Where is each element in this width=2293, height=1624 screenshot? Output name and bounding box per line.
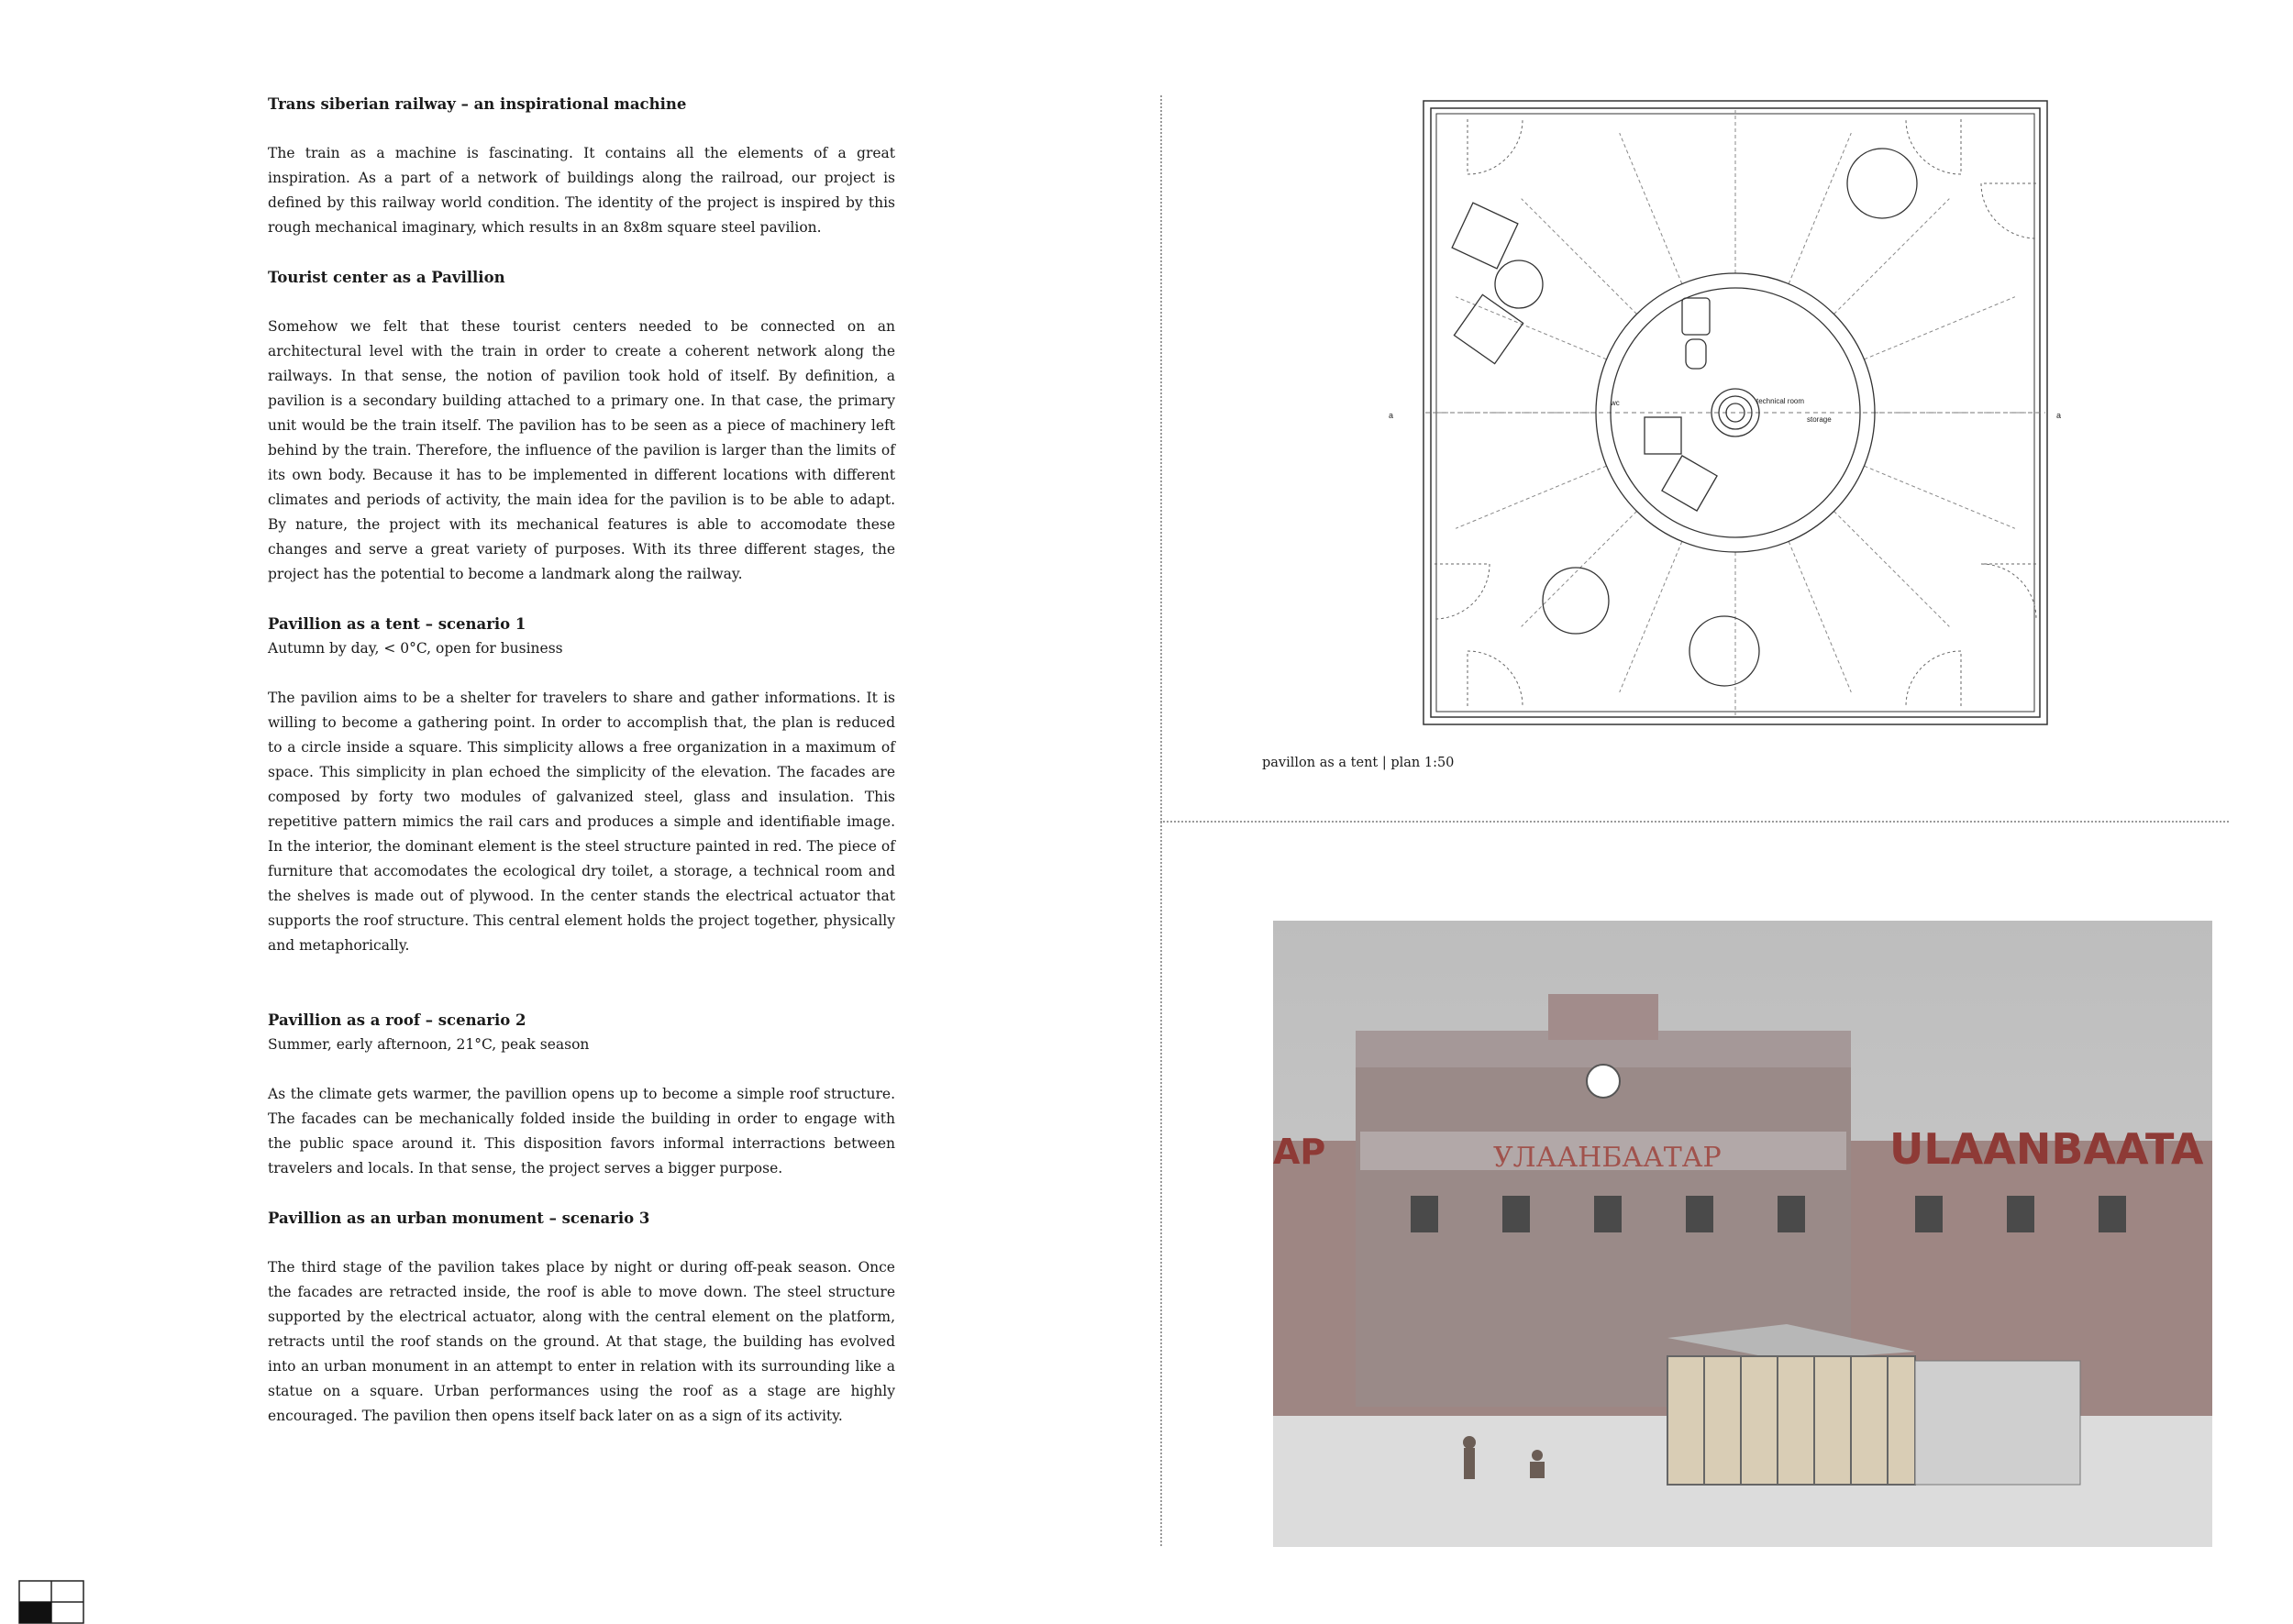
section-body: Somehow we felt that these tourist centers needed to be connected on an architectural level with the train in order to create a coherent network along the railways. In that sense, the notion of pavilion took hold of itself. By definition, a pavilion is a secondary building attached to a primary one. In that case, the primary unit would be the train itself. The pavilion has to be seen as a piece of machinery left behind by the train. Therefore, the influence of the pavilion is larger than the limits of its own body. Because it has to be implemented in different locations with different climates and periods of activity, the main idea for the pavilion is to be able to adapt. By nature, the project with its mechanical features is able to accomodate these changes and serve a great variety of purposes. With its three different stages, the project has the potential to become a landmark along the railway. [268,318,895,582]
text-column [268,92,895,1429]
station-sign-latin: ULAANBAATA [1889,1124,2204,1174]
wc-label: wc [1611,399,1620,407]
structure-ray [1789,541,1851,691]
section-title: Tourist center as a Pavillion [268,269,505,286]
structure-ray [1620,133,1682,283]
section-marker-right: a [2056,411,2062,420]
technical-room-label: technical room [1756,397,1805,405]
plan-caption: pavillon as a tent | plan 1:50 [1262,756,1455,770]
section-body: As the climate gets warmer, the pavillion opens up to become a simple roof structure. The facades can be mechanically folded inside the building in order to engage with the public space around it. This disposition favors informal interractions between travelers and locals. In that sense, the project serves a bigger purpose. [268,1086,895,1177]
section-subtitle: Summer, early afternoon, 21°C, peak season [268,1036,590,1053]
station-sign-cyrillic: УЛААНБААТАР [1493,1142,1722,1174]
section-subtitle: Autumn by day, < 0°C, open for business [268,640,563,657]
structure-ray [1456,466,1606,528]
structure-ray [1620,541,1682,691]
clock [1587,1065,1620,1098]
section-body: The third stage of the pavilion takes place by night or during off-peak season. Once the facades are retracted inside, the roof is able to move down. The steel structure supported by the electrical actuator, along with the central element on the platform, retracts until the roof stands on the ground. At that stage, the building has evolved into an urban monument in an attempt to enter in relation with its surrounding like a statue on a square. Urban performances using the roof as a stage are highly encouraged. The pavilion then opens itself back later on as a sign of its activity. [268,1259,895,1424]
page-marker [18,1580,84,1624]
structure-ray [1833,511,1949,626]
structure-ray [1522,511,1637,626]
floor-plan [1376,92,2073,743]
section-title: Trans siberian railway – an inspirational machine [268,95,687,113]
structure-ray [1789,133,1851,283]
structure-ray [1456,297,1606,359]
section-title: Pavillion as an urban monument – scenario 3 [268,1210,650,1227]
section-body: The train as a machine is fascinating. It contains all the elements of a great inspiration. As a part of a network of buildings along the railroad, our project is defined by this railway world condition. The identity of the project is inspired by this rough mechanical imaginary, which results in an 8x8m square steel pavilion. [268,145,895,236]
section-title: Pavillion as a tent – scenario 1 [268,615,526,633]
structure-ray [1833,199,1949,315]
structure-ray [1864,297,2014,359]
section-title: Pavillion as a roof – scenario 2 [268,1011,526,1029]
horizontal-divider [1160,821,2229,823]
station-render [1273,921,2212,1547]
station-sign-fragment: AP [1273,1132,1326,1172]
section-body: The pavilion aims to be a shelter for travelers to share and gather informations. It is willing to become a gathering point. In order to accomplish that, the plan is reduced to a circle inside a square. This simplicity allows a free organization in a maximum of space. This simplicity in plan echoed the simplicity of the elevation. The facades are composed by forty two modules of galvanized steel, glass and insulation. This repetitive pattern mimics the rail cars and produces a simple and identifiable image. In the interior, the dominant element is the steel structure painted in red. The piece of furniture that accomodates the ecological dry toilet, a storage, a technical room and the shelves is made out of plywood. In the center stands the electrical actuator that supports the roof structure. This central element holds the project together, physically and metaphorically. [268,690,895,954]
structure-ray [1864,466,2014,528]
section-marker-left: a [1389,411,1394,420]
storage-label: storage [1807,415,1832,424]
